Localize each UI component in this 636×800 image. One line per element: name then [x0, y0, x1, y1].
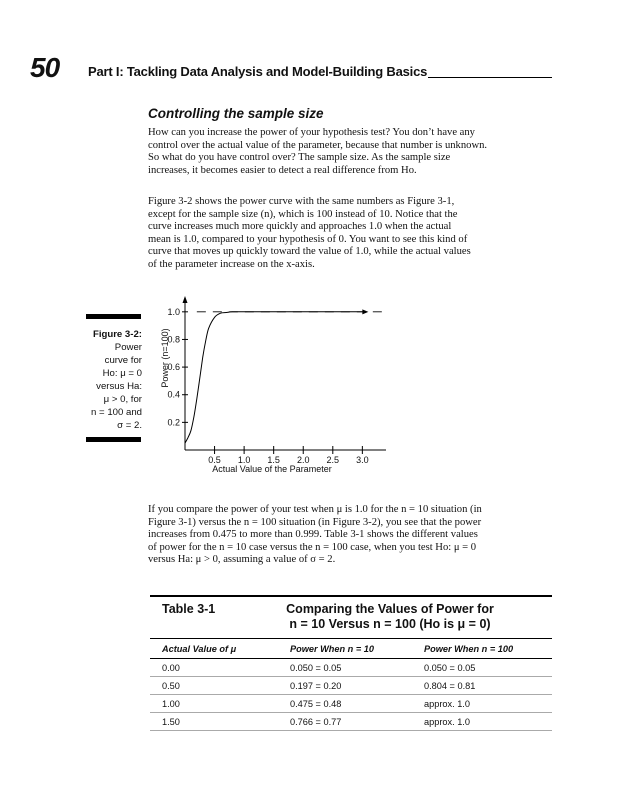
paragraph-line: So what do you have control over? The sample size. As the sample size [148, 152, 451, 164]
table-row [150, 659, 552, 677]
caption-line: curve for [104, 355, 142, 366]
y-tick-label: 0.4 [167, 389, 180, 400]
paragraph-line: control over the actual value of the parameter, because that number is unknown. [148, 139, 488, 151]
x-tick-label: 1.0 [237, 455, 251, 465]
table-cell: 0.197 = 0.20 [278, 677, 412, 695]
table-caption-rule [150, 638, 552, 639]
caption-line: n = 100 and [91, 407, 142, 418]
paragraph-line: except for the sample size (n), which is 100 instead of 10. Notice that the [148, 208, 458, 220]
table-cell: 1.50 [150, 713, 278, 731]
table-cell: approx. 1.0 [412, 695, 552, 713]
table-cell: 0.00 [150, 659, 278, 677]
paragraph-line: of power for the n = 10 case versus the n = 100 case, when you test Ho: μ = 0 [148, 541, 477, 553]
table-header-row [150, 640, 552, 659]
x-tick-label: 2.5 [326, 455, 340, 465]
page-number: 50 [30, 52, 60, 83]
y-tick-label: 0.2 [167, 417, 180, 428]
x-tick-label: 2.0 [296, 455, 310, 465]
running-head: Part I: Tackling Data Analysis and Model-Building Basics [88, 64, 428, 79]
table-cell: 0.50 [150, 677, 278, 695]
paragraph-line: increases, it becomes easier to detect a real difference from Ho. [148, 164, 417, 176]
paragraph-line: versus Ha: μ > 0, assuming a value of σ = 2. [148, 554, 336, 566]
figure-caption [70, 328, 142, 432]
y-tick-label: 0.8 [167, 334, 180, 345]
table-caption-line: n = 10 Versus n = 100 (Ho is μ = 0) [289, 617, 491, 631]
paragraph-line: increases from 0.475 to more than 0.999. Table 3-1 shows the different values [148, 529, 478, 541]
figure-label: Figure 3-2: [92, 329, 142, 340]
table-cell: 0.766 = 0.77 [278, 713, 412, 731]
section-heading: Controlling the sample size [148, 106, 324, 121]
power-comparison-table [150, 640, 552, 731]
caption-line: σ = 2. [117, 420, 142, 431]
paragraph-3 [148, 504, 560, 567]
table-row [150, 677, 552, 695]
table-top-rule [150, 595, 552, 597]
power-curve-line [185, 312, 362, 443]
x-tick-label: 1.5 [267, 455, 280, 465]
header-rule [428, 77, 552, 78]
paragraph-line: Figure 3-1) versus the n = 100 situation (in Figure 3-2), you see that the power [148, 516, 482, 528]
table-cell: 0.475 = 0.48 [278, 695, 412, 713]
caption-bar-bottom [86, 437, 141, 442]
paragraph-line: mean is 1.0, compared to your hypothesis of 0. You want to see this kind of [148, 233, 468, 245]
paragraph-line: curve increases much more quickly and approaches 1.0 when the actual [148, 221, 452, 233]
paragraph-line: of the parameter increase on the x-axis. [148, 258, 315, 270]
x-tick-label: 3.0 [356, 455, 369, 465]
table-row [150, 695, 552, 713]
table-cell: approx. 1.0 [412, 713, 552, 731]
caption-bar-top [86, 314, 141, 319]
caption-line: Ho: μ = 0 [102, 368, 142, 379]
y-axis-label: Power (n=100) [160, 328, 170, 388]
table-caption-line: Comparing the Values of Power for [286, 602, 494, 616]
caption-line: versus Ha: [96, 381, 142, 392]
column-header: Power When n = 10 [278, 640, 412, 659]
paragraph-line: How can you increase the power of your hypothesis test? You don’t have any [148, 127, 475, 138]
caption-line: Power [114, 342, 142, 353]
power-curve-chart [150, 290, 400, 480]
x-axis-label: Actual Value of the Parameter [212, 464, 332, 474]
column-header: Actual Value of μ [150, 640, 278, 659]
y-tick-label: 0.6 [167, 362, 180, 373]
paragraph-line: If you compare the power of your test when μ is 1.0 for the n = 10 situation (in [148, 504, 482, 515]
paragraph-line: Figure 3-2 shows the power curve with the same numbers as Figure 3-1, [148, 196, 455, 207]
x-tick-label: 0.5 [208, 455, 221, 465]
table-caption [270, 602, 510, 632]
table-cell: 1.00 [150, 695, 278, 713]
paragraph-line: curve that moves up quickly toward the value of 1.0, while the actual values [148, 246, 471, 258]
table-cell: 0.804 = 0.81 [412, 677, 552, 695]
power-curve-arrowhead [362, 309, 368, 314]
table-number: Table 3-1 [162, 602, 216, 616]
paragraph-2 [148, 196, 560, 272]
table-row [150, 713, 552, 731]
caption-line: μ > 0, for [103, 394, 142, 405]
column-header: Power When n = 100 [412, 640, 552, 659]
y-axis-arrow [183, 296, 188, 303]
paragraph-1 [148, 127, 560, 177]
table-cell: 0.050 = 0.05 [278, 659, 412, 677]
y-tick-label: 1.0 [167, 306, 180, 317]
table-cell: 0.050 = 0.05 [412, 659, 552, 677]
